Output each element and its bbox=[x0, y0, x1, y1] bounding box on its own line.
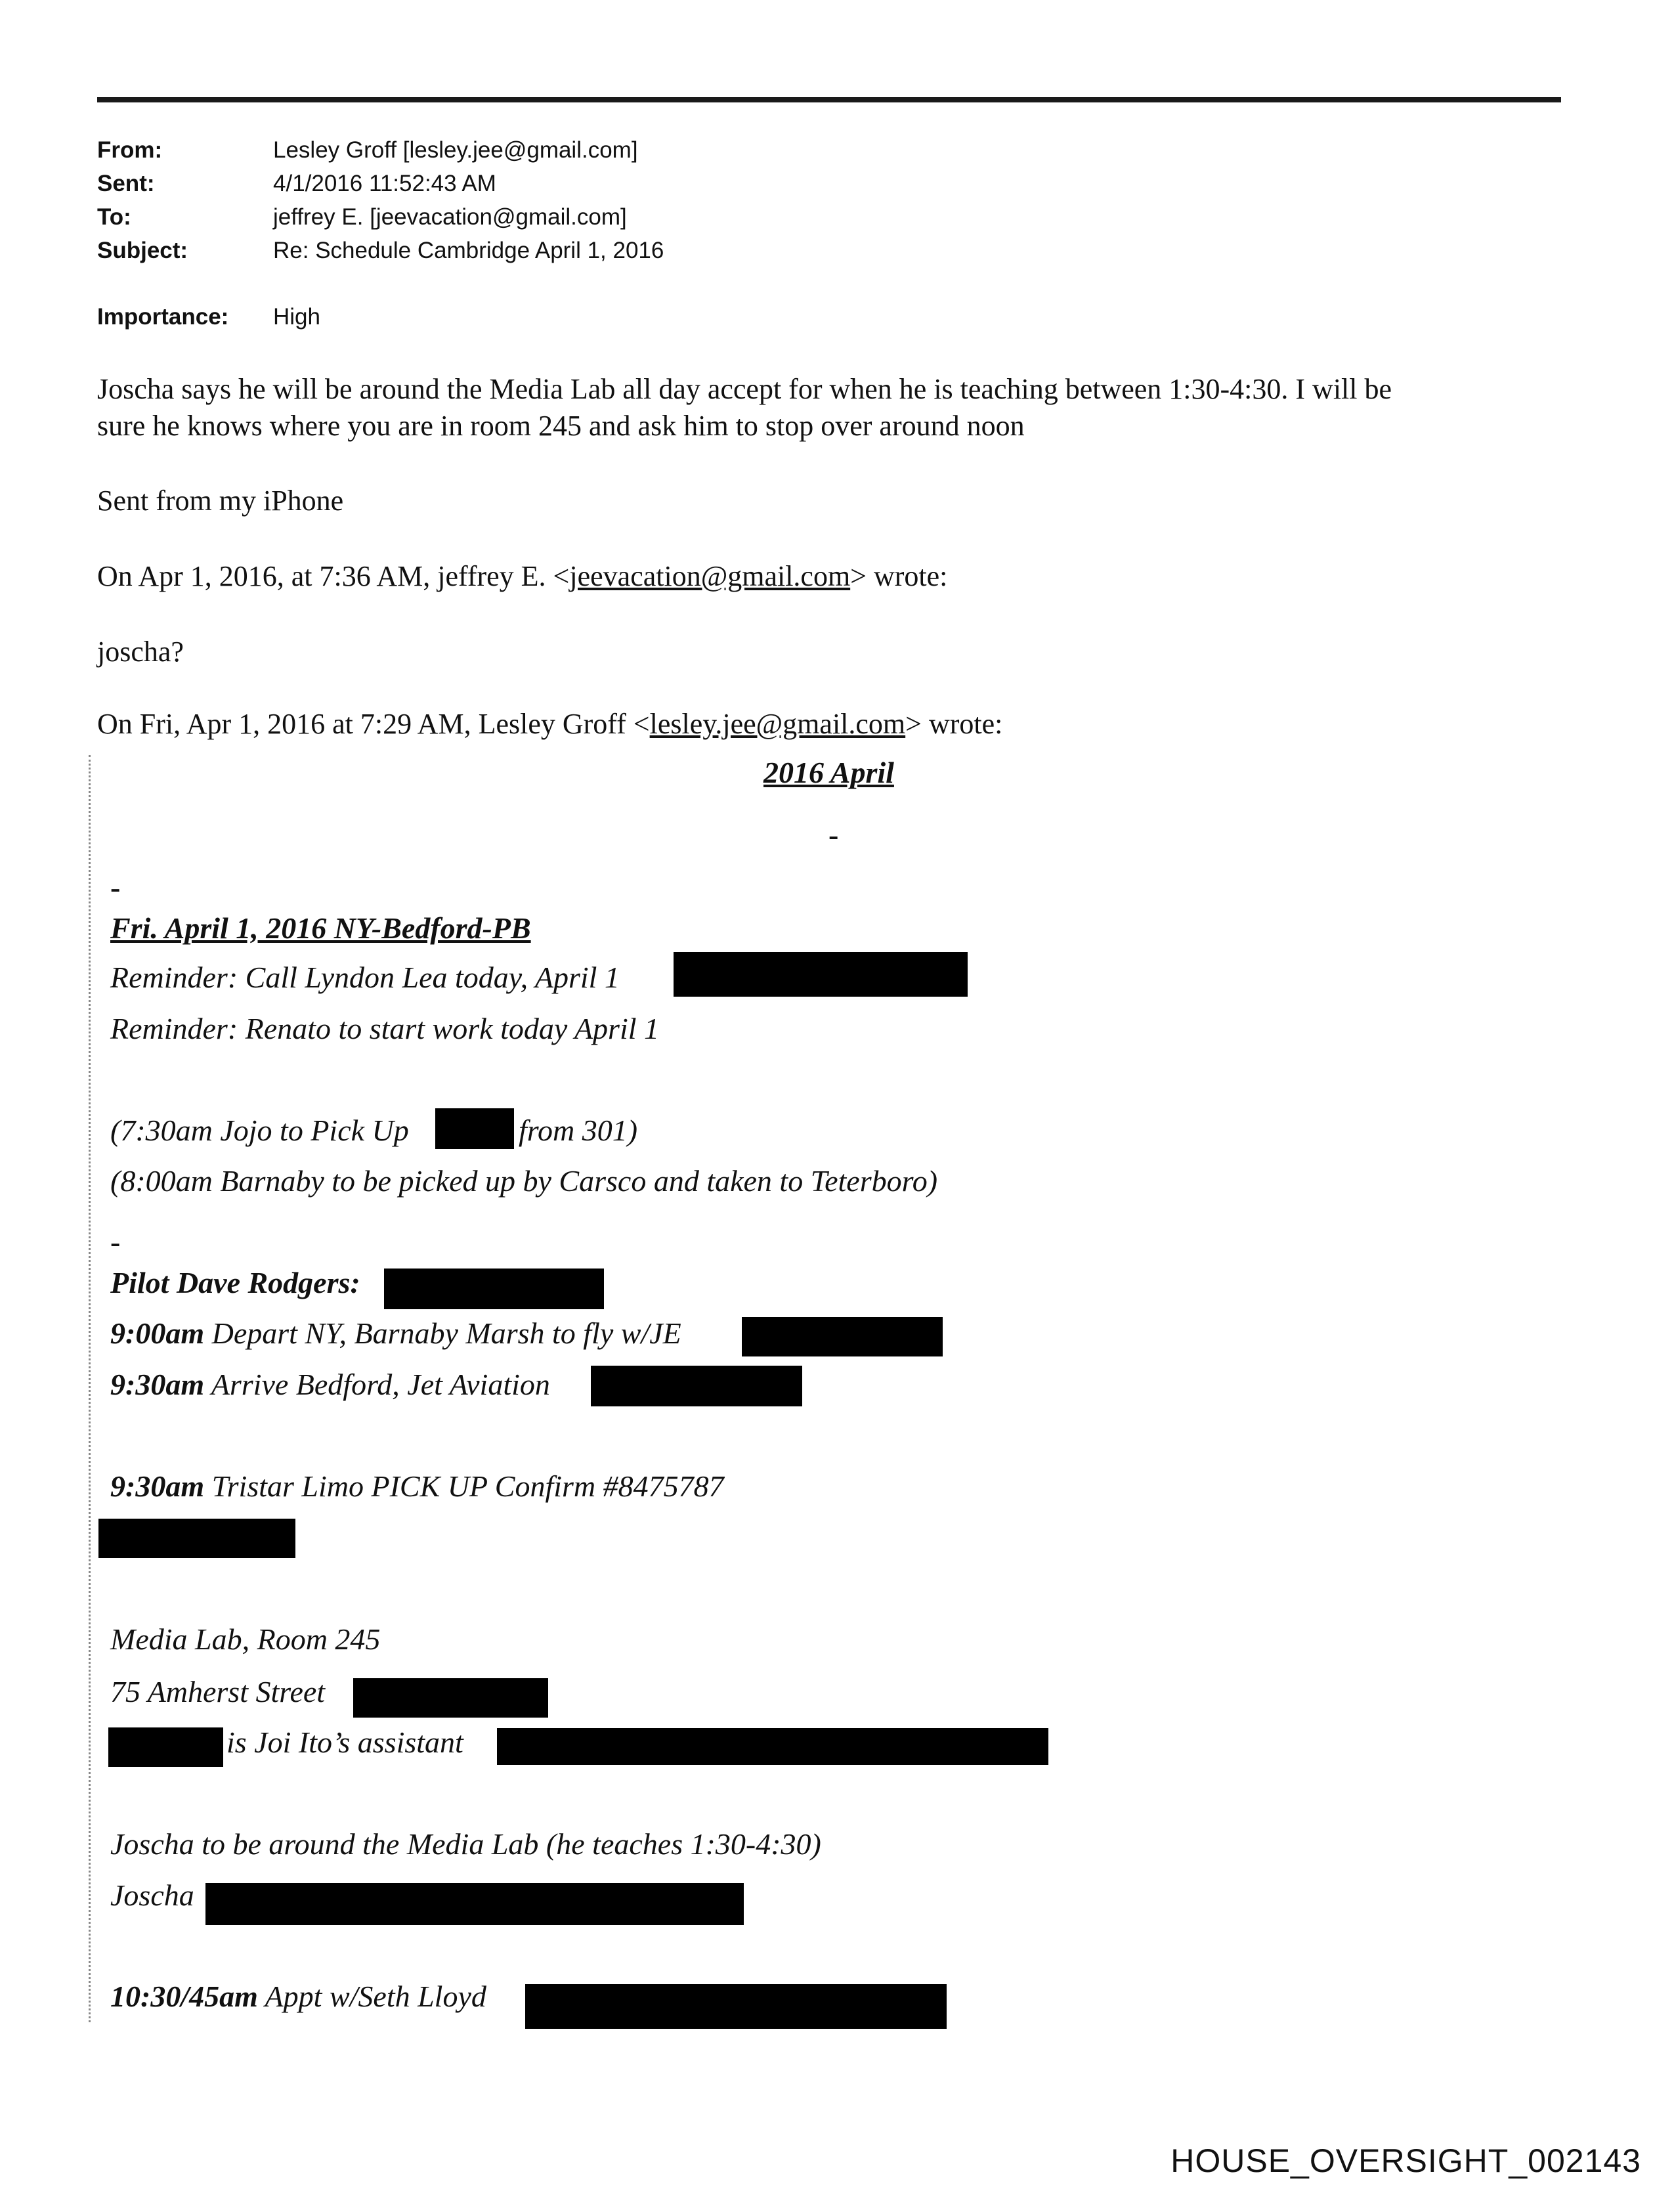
pilot-line: Pilot Dave Rodgers: bbox=[110, 1266, 360, 1299]
dash-1: - bbox=[828, 818, 839, 852]
body-line-2: sure he knows where you are in room 245 and ask him to stop over around noon bbox=[97, 410, 1025, 442]
limo-line: 9:30am Tristar Limo PICK UP Confirm #8475787 bbox=[110, 1469, 724, 1503]
from-value: Lesley Groff [lesley.jee@gmail.com] bbox=[273, 137, 638, 163]
jojo-line-b: from 301) bbox=[519, 1114, 638, 1147]
subject-label: Subject: bbox=[97, 238, 188, 263]
dash-2: - bbox=[110, 871, 121, 904]
jojo-line-a: (7:30am Jojo to Pick Up bbox=[110, 1114, 409, 1147]
redaction-block bbox=[435, 1108, 514, 1149]
to-label: To: bbox=[97, 204, 131, 230]
schedule-title: 2016 April bbox=[763, 756, 894, 789]
redaction-block bbox=[205, 1883, 744, 1925]
reminder-1: Reminder: Call Lyndon Lea today, April 1 bbox=[110, 961, 620, 994]
seth-lloyd-line: 10:30/45am Appt w/Seth Lloyd bbox=[110, 1980, 486, 2013]
from-label: From: bbox=[97, 137, 163, 163]
redaction-block bbox=[742, 1317, 943, 1356]
redaction-block bbox=[98, 1519, 295, 1558]
email-link-lesley[interactable]: lesley.jee@gmail.com bbox=[649, 708, 906, 740]
redaction-block bbox=[353, 1678, 548, 1718]
joscha-line: Joscha bbox=[110, 1878, 194, 1912]
redaction-block bbox=[108, 1727, 223, 1767]
quote-attribution-1: On Apr 1, 2016, at 7:36 AM, jeffrey E. <jeevacation@gmail.com> wrote: bbox=[97, 560, 948, 592]
redaction-block bbox=[591, 1366, 802, 1406]
day-heading: Fri. April 1, 2016 NY-Bedford-PB bbox=[110, 911, 531, 945]
sent-value: 4/1/2016 11:52:43 AM bbox=[273, 171, 496, 196]
redaction-block bbox=[497, 1728, 1048, 1765]
assistant-line: is Joi Ito’s assistant bbox=[226, 1725, 463, 1759]
body-line-1: Joscha says he will be around the Media Lab all day accept for when he is teaching between 1:30-4:30. I will be bbox=[97, 373, 1392, 405]
redaction-block bbox=[384, 1269, 604, 1309]
signature: Sent from my iPhone bbox=[97, 485, 344, 517]
redaction-block bbox=[525, 1984, 947, 2029]
sent-label: Sent: bbox=[97, 171, 155, 196]
importance-label: Importance: bbox=[97, 304, 229, 330]
bates-number: HOUSE_OVERSIGHT_002143 bbox=[1170, 2142, 1641, 2179]
to-value: jeffrey E. [jeevacation@gmail.com] bbox=[273, 204, 627, 230]
arrive-line: 9:30am Arrive Bedford, Jet Aviation bbox=[110, 1368, 550, 1401]
subject-value: Re: Schedule Cambridge April 1, 2016 bbox=[273, 238, 664, 263]
redaction-block bbox=[674, 952, 968, 997]
reminder-2: Reminder: Renato to start work today April 1 bbox=[110, 1012, 660, 1045]
reply-text: joscha? bbox=[97, 636, 184, 668]
top-rule bbox=[97, 97, 1561, 102]
importance-value: High bbox=[273, 304, 320, 330]
street-line: 75 Amherst Street bbox=[110, 1675, 326, 1708]
email-link-jeevacation[interactable]: jeevacation@gmail.com bbox=[569, 560, 851, 592]
joscha-around-line: Joscha to be around the Media Lab (he teaches 1:30-4:30) bbox=[110, 1827, 821, 1861]
barnaby-line: (8:00am Barnaby to be picked up by Carsco and taken to Teterboro) bbox=[110, 1164, 938, 1198]
quote-attribution-2: On Fri, Apr 1, 2016 at 7:29 AM, Lesley Groff <lesley.jee@gmail.com> wrote: bbox=[97, 708, 1003, 740]
media-lab-line: Media Lab, Room 245 bbox=[110, 1622, 381, 1656]
quote-bar bbox=[89, 755, 91, 2022]
dash-3: - bbox=[110, 1225, 121, 1259]
depart-line: 9:00am Depart NY, Barnaby Marsh to fly w/JE bbox=[110, 1316, 681, 1350]
